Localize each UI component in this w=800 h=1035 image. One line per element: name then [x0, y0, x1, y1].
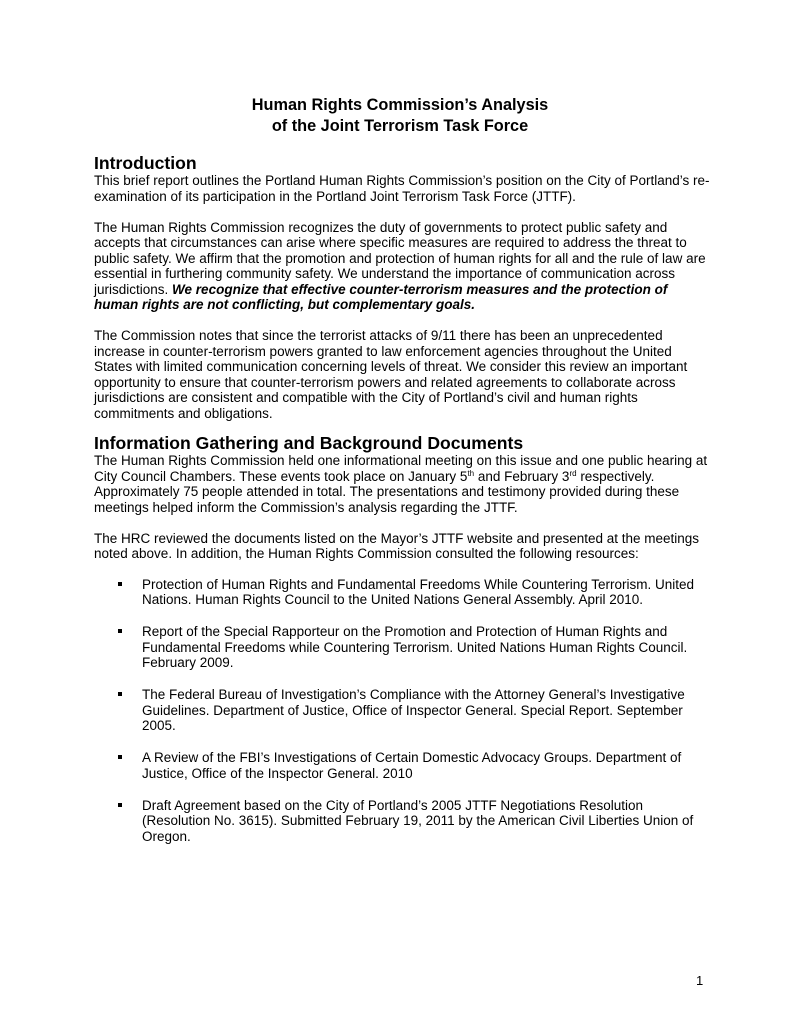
ordinal-suffix: rd	[569, 468, 577, 478]
resource-text: Protection of Human Rights and Fundamental Freedoms While Countering Terrorism. United Nations. Human Rights Council to the United Nations General Assembly. April 2010.	[142, 576, 695, 607]
info-p1-part-c: respectively. Approximately 75 people attended in total. The presentations and testimony provided during these meetings helped inform the Commission’s analysis regarding the JTTF.	[94, 468, 680, 515]
title-line-2: of the Joint Terrorism Task Force	[271, 116, 529, 135]
resource-item	[94, 750, 712, 781]
introduction-paragraph-1: This brief report outlines the Portland Human Rights Commission’s position on the City of Portland’s re-examination of its participation in the Portland Joint Terrorism Task Force (JTTF).	[94, 173, 710, 204]
info-paragraph-1	[94, 453, 712, 515]
bullet-icon	[118, 803, 122, 807]
introduction-emphasis: We recognize that effective counter-terrorism measures and the protection of human rights are not conflicting, but complementary goals.	[94, 281, 668, 312]
resources-list	[94, 577, 712, 845]
resource-item	[94, 624, 712, 671]
resource-text: A Review of the FBI’s Investigations of Certain Domestic Advocacy Groups. Department of Justice, Office of the Inspector General. 2010	[142, 750, 682, 781]
info-paragraph-2: The HRC reviewed the documents listed on the Mayor’s JTTF website and presented at the meetings noted above. In addition, the Human Rights Commission consulted the following resources:	[94, 530, 700, 561]
bullet-icon	[118, 755, 122, 759]
document-body	[94, 154, 712, 861]
resource-text: Report of the Special Rapporteur on the Promotion and Protection of Human Rights and Fundamental Freedoms while Countering Terrorism. United Nations Human Rights Council. February 2009.	[142, 624, 688, 670]
bullet-icon	[118, 582, 122, 586]
info-p1-part-a: The Human Rights Commission held one informational meeting on this issue and one public hearing at City Council Chambers. These events took place on January 5	[94, 453, 708, 484]
resource-item	[94, 687, 712, 734]
title-line-1: Human Rights Commission’s Analysis	[251, 96, 549, 114]
introduction-heading: Introduction	[94, 153, 197, 173]
resource-item	[94, 577, 712, 608]
introduction-paragraph-3: The Commission notes that since the terrorist attacks of 9/11 there has been an unprecedented increase in counter-terrorism powers granted to law enforcement agencies throughout the United States with limited communication concerning levels of threat. We consider this review an important opportunity to ensure that counter-terrorism powers and related agreements to collaborate across jurisdictions are consistent and compatible with the City of Portland’s civil and human rights commitments and obligations.	[94, 328, 688, 421]
introduction-paragraph-2	[94, 220, 712, 313]
document-title	[0, 95, 800, 136]
info-p1-part-b: and February 3	[474, 468, 570, 484]
page-number: 1	[696, 973, 704, 988]
introduction-paragraph-2-text: The Human Rights Commission recognizes the duty of governments to protect public safety and accepts that circumstances can arise where specific measures are required to address the threat to public safety. We affirm that the promotion and protection of human rights for all and the rule of law are essential in furthering community safety. We understand the importance of communication across jurisdictions.	[94, 219, 706, 297]
bullet-icon	[118, 629, 122, 633]
resource-item	[94, 798, 712, 845]
resource-text: The Federal Bureau of Investigation’s Compliance with the Attorney General’s Investigative Guidelines. Department of Justice, Office of Inspector General. Special Report. September 2005.	[142, 687, 685, 733]
info-heading: Information Gathering and Background Documents	[94, 433, 524, 453]
bullet-icon	[118, 692, 122, 696]
resource-text: Draft Agreement based on the City of Portland’s 2005 JTTF Negotiations Resolution (Resolution No. 3615). Submitted February 19, 2011 by the American Civil Liberties Union of Oregon.	[142, 797, 694, 844]
ordinal-suffix: th	[467, 468, 475, 478]
